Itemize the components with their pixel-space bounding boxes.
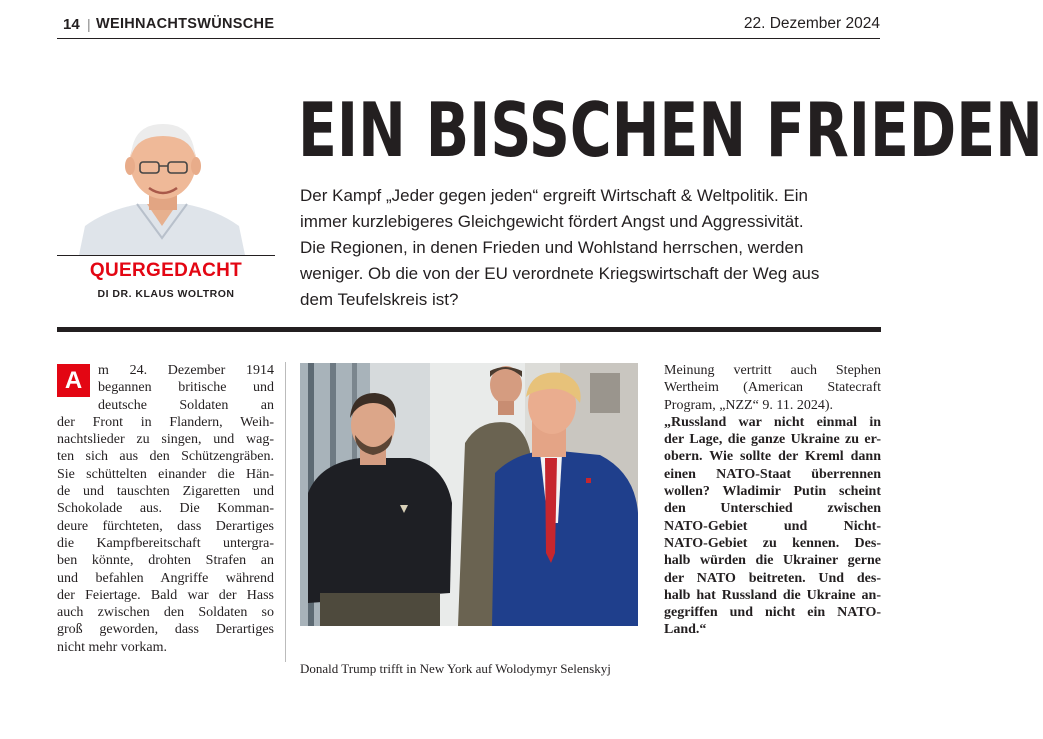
issue-date: 22. Dezember 2024 <box>743 15 880 32</box>
lead-line: dem Teufelskreis ist? <box>300 290 459 309</box>
article-photo <box>300 363 638 626</box>
lead-line: immer kurzlebigeres Gleichgewicht fördert Angst und Aggressivität. <box>300 212 804 231</box>
text-line: deutsche Soldaten an <box>98 397 274 413</box>
photo-caption <box>300 662 638 674</box>
author-portrait-image <box>77 118 247 255</box>
header-separator: | <box>87 16 91 32</box>
text-line: NATO-Gebiet und Nicht- <box>664 518 881 534</box>
text-line: und befahlen Angriffe während <box>57 570 274 586</box>
article-lead <box>300 183 885 313</box>
text-line: halb würden die Ukrainer gerne <box>664 553 881 569</box>
text-line: Wertheim (American Statecraft <box>664 380 881 396</box>
text-line: deure fürchteten, dass Derartiges <box>57 518 274 534</box>
article-column-3 <box>664 362 881 639</box>
section-title: WEIHNACHTSWÜNSCHE <box>96 16 275 32</box>
text-line: den Unterschied zwischen <box>664 501 881 517</box>
text-line: wollen? Wladimir Putin scheint <box>664 484 881 500</box>
photo-caption-text: Donald Trump trifft in New York auf Wolodymyr Selenskyj <box>300 661 611 676</box>
text-line: Schokolade aus. Die Komman- <box>57 501 274 517</box>
lead-line: Der Kampf „Jeder gegen jeden“ ergreift Wirtschaft & Weltpolitik. Ein <box>300 186 809 205</box>
text-line: ben könnte, drohten Strafen an <box>57 553 274 569</box>
author-divider <box>57 255 275 256</box>
text-line: groß geworden, dass Derartiges <box>57 622 274 638</box>
author-portrait <box>77 118 247 255</box>
text-line: der Lage, die ganze Ukraine zu er- <box>664 432 881 448</box>
text-line: Meinung vertritt auch Stephen <box>664 363 881 378</box>
text-line: obern. Wie sollte der Kreml dann <box>664 449 881 465</box>
text-line: Sie schüttelten einander die Hän- <box>57 466 274 482</box>
text-line: „Russland war nicht einmal in <box>664 414 881 430</box>
text-line: nachtslieder zu singen, und wag- <box>57 432 274 448</box>
text-line: NATO-Gebiet zu kennen. Des- <box>664 535 881 551</box>
text-line: einen NATO-Staat überrennen <box>664 466 881 482</box>
text-line: der Feiertage. Bald war der Hass <box>57 587 274 603</box>
text-line: nicht mehr vorkam. <box>57 639 168 655</box>
text-line: Land.“ <box>664 622 707 638</box>
text-line: ten sich aus den Schützengräben. <box>57 449 274 465</box>
article-column-1 <box>57 362 274 656</box>
column-divider <box>285 362 286 662</box>
page-number: 14 <box>63 16 80 33</box>
text-line: begannen britische und <box>98 380 274 396</box>
column-name: QUERGEDACHT <box>89 260 243 281</box>
section-divider <box>57 327 881 332</box>
text-line: die Kampfbereitschaft untergra- <box>57 535 274 551</box>
article-photo-image <box>300 363 638 626</box>
text-line: Program, „NZZ“ 9. 11. 2024). <box>664 397 833 413</box>
author-name: DI DR. KLAUS WOLTRON <box>97 288 235 300</box>
page-header <box>57 8 880 39</box>
drop-cap: A <box>57 364 90 397</box>
article-headline: EIN BISSCHEN FRIEDEN <box>298 86 1043 174</box>
text-line: gegriffen und nicht ein NATO- <box>664 605 881 621</box>
text-line: de und tauschten Zigaretten und <box>57 484 274 500</box>
text-line: auch zwischen den Soldaten so <box>57 605 274 621</box>
text-line: der Front in Flandern, Weih- <box>57 414 274 430</box>
text-line: der NATO beitreten. Und des- <box>664 570 881 586</box>
text-line: halb hat Russland die Ukraine an- <box>664 587 881 603</box>
text-line: m 24. Dezember 1914 <box>98 363 274 378</box>
lead-line: Die Regionen, in denen Frieden und Wohlstand herrschen, werden <box>300 238 804 257</box>
lead-line: weniger. Ob die von der EU verordnete Kriegswirtschaft der Weg aus <box>300 264 820 283</box>
